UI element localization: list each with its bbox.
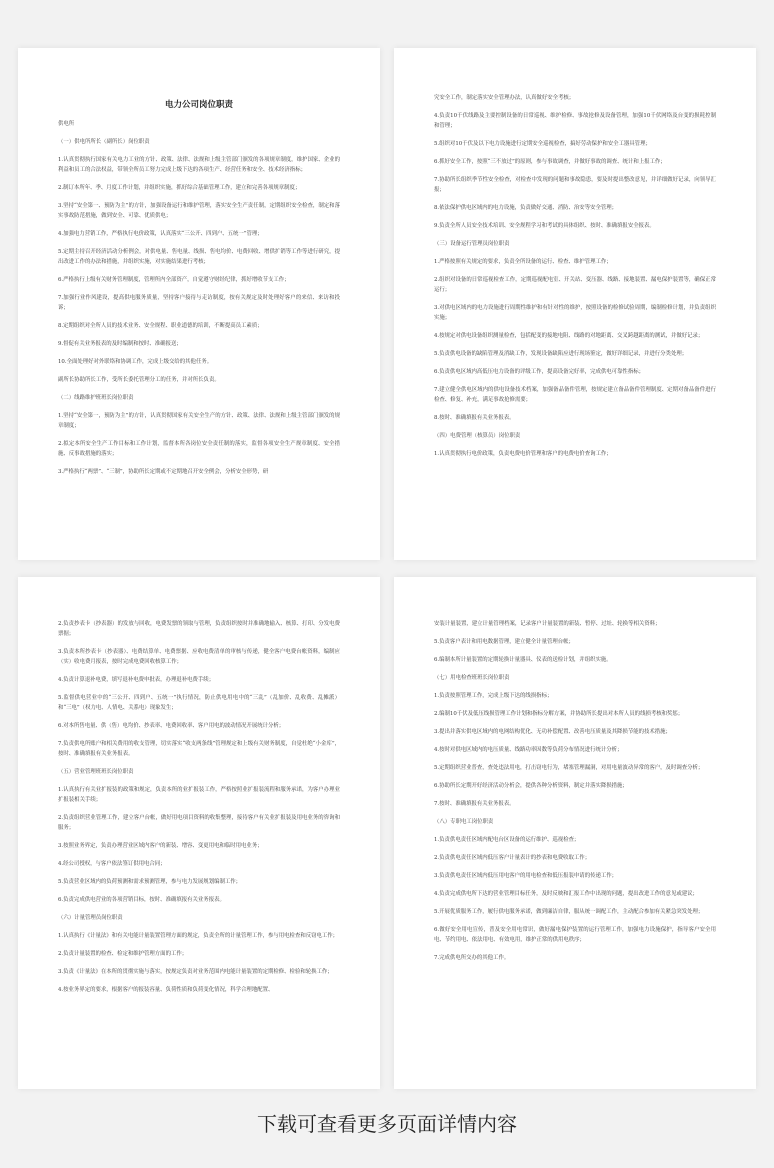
paragraph: 1.负责供电责任区域内配电台区设备的运行维护、巡视检查； [434,837,580,843]
paragraph: 6.负责供电区域内高低压电力设备的评级工作，提高设备完好率，完成供电可靠性指标； [434,369,644,375]
paragraph: （三）设备运行管理员岗位职责 [434,241,510,247]
paragraph: 1.负责按照管理工作，完成上级下达的线损指标； [434,693,553,699]
paragraph: （二）线路维护班班长岗位职责 [58,395,134,401]
download-more-prompt[interactable]: 下载可查看更多页面详情内容 [257,1112,517,1136]
paragraph: 3.坚持“安全第一、预防为主”的方针，加强设备运行和维护管理，落实安全生产责任制，定期组织安全检查，制定和落实事故防范措施，做到安全、可靠、优质供电； [58,203,340,219]
paragraph: 3.严格执行“两票”、“三制”，协助所长定期或不定期地召开安全例会，分析安全形势，研 [58,469,269,475]
paragraph: 供电所 [58,121,75,127]
paragraph: 副所长协助所长工作，受所长委托管理分工的任务，并对所长负责。 [58,377,220,383]
page-paragraphs [434,93,716,459]
paragraph: 2.负责抄表卡（抄表器）的发放与回收，电费发票的领取与管理，负责组织按时并准确地输入、核算、打印、分发电费票据； [58,621,340,637]
paragraph: 4.负责完成供电所下达的营业管理目标任务，及时反映和汇报工作中出现的问题，提出改进工作的意见或建议； [434,891,698,897]
paragraph: 安装计量装置，建立计量管理档案，记录客户计量装置的新装、暂停、过址、轮换等相关资料； [434,621,661,627]
paragraph: 4.按规定对供电设备组织测量检查，包括配变的接地电阻、线路的对地距离、交叉跨越距离的测试，并做好记录； [434,333,704,339]
paragraph: 5.监督供电营业中的“三公开、四到户、五统一”执行情况，防止供电用电中的“三乱”（乱加价、乱收费、乱摊派）和“三电”（权力电、人情电、关系电）现象发生； [58,695,340,711]
paragraph: 4.负责10千伏线路及主要控制设备的日常巡视、维护检修、事故抢修及设备管理，加强10千伏网络及台变的损耗控制和管理； [434,113,716,129]
paragraph: 3.负责本所抄表卡（抄表器）、电费结算单、电费票据、应收电费清单的审核与传递，健全客户电费台帐资料，编制应（实）收电费月报表，按时完成电费回收核算工作； [58,649,340,665]
page-paragraphs [58,119,340,477]
paragraph: （一）供电所所长（副所长）岗位职责 [58,139,150,145]
paragraph: 4.负责计算退补电费，填写退补电费申批表，办理退补电费手续； [58,677,215,683]
document-page-2 [394,48,756,560]
paragraph: 10.全面处理好对外联络和协调工作，完成上级交给的其他任务。 [58,359,213,365]
paragraph: （七）用电检查班班长岗位职责 [434,675,510,681]
paragraph: 1.坚持“安全第一，预防为主”的方针，认真贯彻国家有关安全生产的方针、政策、法律、法规和上级主管部门颁发的规章制度； [58,413,340,429]
paragraph: 8.定期组织对全所人员的技术业务、安全规程、职业道德的培训，不断提高员工素质； [58,323,263,329]
paragraph: 5.负责供电设备的缺陷管理及消缺工作，发现设备缺陷应进行现场鉴定，做好详细记录，并进行分类处理； [434,351,688,357]
paragraph: 5.负责客户表计和用电数据管理，建立健全计量管理台帐； [434,639,574,645]
paragraph: （四）电费管理（核算员）岗位职责 [434,433,521,439]
paragraph: 6.编制本所计量装置的定期轮换计量器具、仪表的送检计划，并组织实施。 [434,657,612,663]
paragraph: 6.严格执行上级有关财务管理制度，管理所内全部资产，自觉遵守财经纪律，抓好增收节支工作； [58,277,290,283]
paragraph: 6.对本所售电量、供（售）电均价、抄表率、电费回收率、客户用电的波动情况开展统计分析； [58,723,285,729]
paragraph: 3.负责《计量法》在本所的贯彻实施与落实，按规定负责对业务范围内电能计量装置的定期检修、检验和轮换工作； [58,969,333,975]
document-page-4 [394,577,756,1089]
paragraph: 究安全工作，制定落实安全管理办法，认真做好安全考核； [434,95,575,101]
paragraph: 5.负责营业区域内的负荷预测和需求预测管理，参与电力发展规划编制工作； [58,879,242,885]
paragraph: 9.负责全所人员安全技术培训、安全规程学习和考试的具体组织、按时、准确填报安全报表。 [434,223,655,229]
paragraph: 1.认真执行《计量法》和有关电能计量装置管理方面的规定，负责全所的计量管理工作，参与用电检查和反窃电工作； [58,933,339,939]
paragraph: 6.协助所长定期开好经济活动分析会，提供各种分析资料，制定并落实降损措施； [434,783,628,789]
paragraph: 1.认真贯彻执行国家有关电力工业的方针、政策、法律、法规和上级主管部门颁发的各项规章制度，维护国家、企业的利益和员工的合法权益，带领全所员工努力完成上级下达的各项生产、经营任务和安全、技术经济指标； [58,157,340,173]
paragraph: 7.加强行业作风建设，提高供电服务质量，坚持客户接待与走访制度，按有关规定及时处理好客户的来信、来访和投诉； [58,295,340,311]
paragraph: （八）专职电工岗位职责 [434,819,494,825]
paragraph: 5.定期主持召开经济活动分析例会，对供电量、售电量、线损、售电均价、电费回收、增供扩销等工作等进行研究，提出改进工作的办法和措施，并组织实施，对实施结果进行考核； [58,249,340,265]
paragraph: 2.制订本所年、季、月度工作计划，并组织实施，抓好综合基础管理工作，建立和完善各项规章制度； [58,185,301,191]
document-page-3 [18,577,380,1089]
paragraph: 2.负责供电责任区域内低压客户计量表计的抄表和电费收取工作； [434,855,591,861]
paragraph: 2.负责计量装置的检查、检定和维护管理方面的工作； [58,951,188,957]
paragraph: 2.编制10千伏及低压线损管理工作计划和指标分解方案，并协助所长提出对本所人员的线损考核和奖惩； [434,711,684,717]
paragraph: 8.依法保护供电区域内的电力设施，负责做好交通、消防、治安等安全管理； [434,205,618,211]
paragraph: （六）计量管理员岗位职责 [58,915,123,921]
paragraph: 4.按时对供电区域内的电压质量、线路功率因数等负荷分布情况进行统计分析； [434,747,623,753]
page-paragraphs [58,619,340,995]
paragraph: 7.完成供电所交办的其他工作。 [434,955,510,961]
paragraph: 1.认真贯彻执行电价政策，负责电费电价管理和客户的电费电价查询工作； [434,451,612,457]
paragraph: 5.开展优质服务工作，履行供电服务承诺，做到廉洁自律，服从统一调配工作，主动配合参加有关紧急突发处理； [434,909,704,915]
paragraph: 2.负责组织营业管理工作，建立客户台帐，做好用电项目资料的收集整理，接待客户有关业扩报装及用电业务的咨询和服务； [58,815,340,831]
paragraph: 8.按时、准确填报有关业务报表。 [434,415,515,421]
paragraph: 3.提出并落实供电区域内的电网结构优化、无功补偿配置、改善电压质量及其降损节能的技术措施； [434,729,671,735]
document-title: 电力公司岗位职责 [164,100,233,110]
paragraph: 5.组织对10千伏及以下电力设施进行定期安全巡视检查，搞好劳动保护和安全工器具管理； [434,141,651,147]
document-page-1 [18,48,380,560]
paragraph: 3.负责供电责任区域内低压用电客户的用电检查和低压报装申请的传递工作； [434,873,618,879]
paragraph: 7.建立健全供电区域内的供电设备技术档案，加强备品备件管理，按规定建立备品备件管理制度、定期对备品备件进行检查、修复、补充，满足事故抢修需要； [434,387,716,403]
paragraph: 4.加强电力营销工作，严格执行电价政策，认真落实“三公开、四到户、五统一”管理； [58,231,263,237]
paragraph: 1.严格按照有关规定的要求，负责全所设备的运行、检查、维护管理工作； [434,259,612,265]
paragraph: 2.组织对设备的日常巡视检查工作，定期巡视配电室、开关站、变压器、线路、接地装置、漏电保护装置等，确保正常运行； [434,277,716,293]
paragraph: 9.督促有关业务报表的及时编制和按时、准确报送； [58,341,182,347]
paragraph: 4.按业务界定的要求，根据客户的报装容量、负荷性质和负荷变化情况，科学合理地配置、 [58,987,274,993]
page-paragraphs [434,619,716,963]
paragraph: 4.经公司授权，与客户依法签订供用电合同； [58,861,166,867]
paragraph: 3.对供电区域内的电力设施进行周期性维护和有针对性的维护，按照设备的检修试验周期，编制检修计划，并负责组织实施； [434,305,716,321]
paragraph: 7.协助所长组织季节性安全检查，对检查中发现的问题和事故隐患，要及时提出整改意见，并详细做好记录，向领导汇报； [434,177,716,193]
paragraph: 1.认真执行有关业扩报装的政策和规定，负责本所的业扩报装工作，严格按照业扩报装流程和服务承诺，为客户办理业扩报装相关手续； [58,787,340,803]
paragraph: 7.按时、准确填报有关业务报表。 [434,801,515,807]
paragraph: （五）营业管理班班长岗位职责 [58,769,134,775]
paragraph: 3.按照业务界定，负责办理营业区域内客户的新装、增容、变更用电和临时用电业务； [58,843,263,849]
paragraph: 6.做好安全用电宣传，普及安全用电常识，做好漏电保护装置的运行管理工作，加强电力设施保护，指导客户安全用电、节约用电、依法用电、有效电用，维护正常的供用电秩序； [434,927,716,943]
paragraph: 7.负责供电所账户和相关费用的收支管理，切实落实“收支两条线”管理规定和上级有关财务制度，自觉杜绝“小金库”，按时、准确填报有关业务报表。 [58,741,340,757]
paragraph: 5.定期组织营业普查，查处违法用电，打击窃电行为，堵塞管理漏洞，对用电量波动异常的客户，及时调查分析； [434,765,704,771]
paragraph: 6.负责完成供电营业的各项营销目标，按时、准确填报有关业务报表。 [58,897,225,903]
paragraph: 6.抓好安全工作，按照“三不放过”的原则，参与事故调查，并做好事故的调查、统计和上报工作； [434,159,666,165]
paragraph: 2.拟定本所安全生产工作目标和工作计划，监督本所各岗位安全责任制的落实，监督各项安全生产规章制度、安全措施、反事故措施的落实； [58,441,340,457]
